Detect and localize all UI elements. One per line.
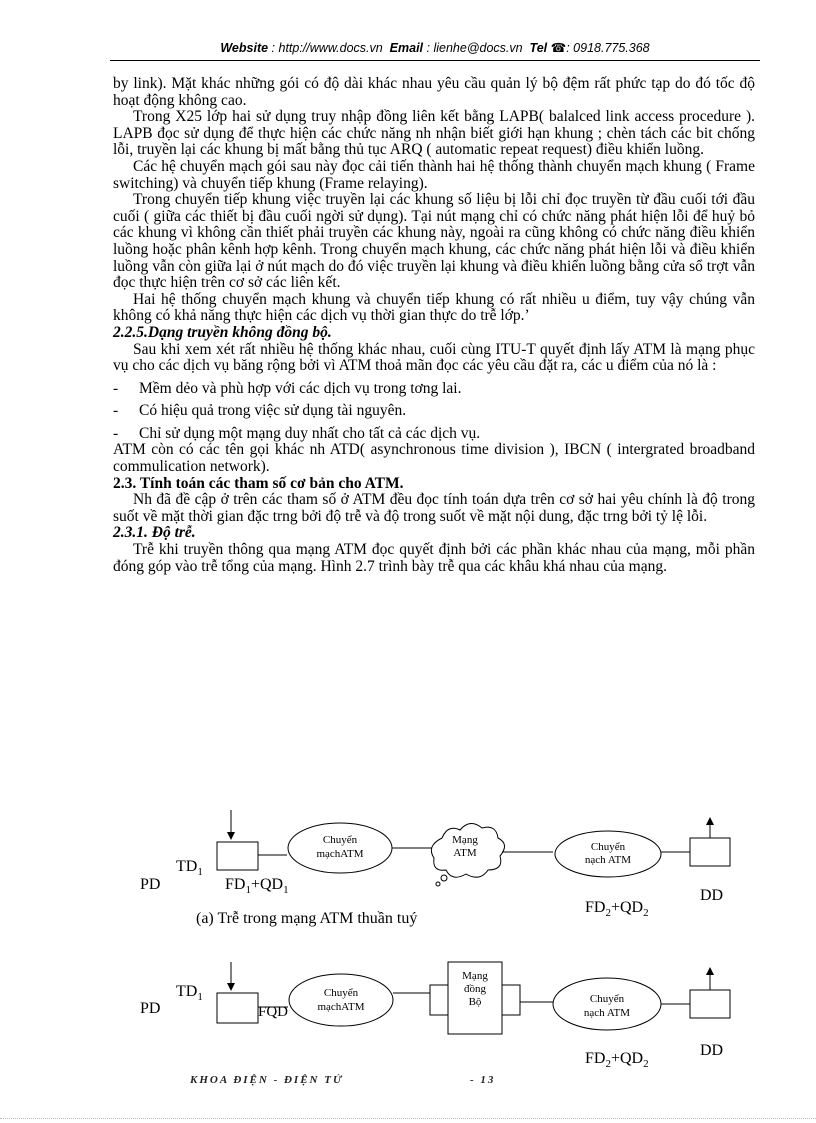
atm-switch-1: [289, 974, 393, 1026]
page-footer: [190, 1074, 750, 1086]
footer-faculty: KHOA ĐIỆN - ĐIỆN TỬ: [190, 1074, 344, 1086]
paragraph-7: ATM còn có các tên gọi khác nh ATD( asynchronous time division ), IBCN ( intergrated broadband commulication network).: [113, 441, 755, 476]
heading-2-2-5: 2.2.5.Dạng truyền không đồng bộ.: [113, 323, 332, 341]
destination-box: [690, 838, 730, 866]
paragraph-4: Trong chuyển tiếp khung việc truyền lại các khung số liệu bị lỗi chỉ đọc truyền từ đầu cuối tới đầu cuối ( giữa các thiết bị đầu cuối ngời sử dụng). Tại nút mạng chỉ có chức năng phát hiện lỗi để huỷ bỏ các khung vì không cần thiết phải truyền các khung này, ngoài ra cũng không có chức năng điều khiển luồng hoặc phân kênh hợp kênh. Trong chuyển mạch khung, các chức năng phát hiện lỗi và điều khiển luồng vẫn còn giữa lại ở nút mạch do đó việc truyền lại khung và điều khiển luồng bằng cửa sổ trợt vẫn đọc thực hiện trên cơ sở các liên kết.: [113, 191, 755, 292]
fd-qd-label: $FD_1+QD_1$: [225, 876, 289, 896]
sync-label: Bộ: [468, 996, 482, 1008]
buffer-right: [502, 985, 520, 1015]
paragraph-8: Nh đã đề cập ở trên các tham số ở ATM đều đọc tính toán dựa trên cơ sở hai yêu chính là độ trong suốt về mặt thời gian đặc trng bởi độ trễ và độ trong suốt về mặt nội dung, đặc trng bởi tỷ lệ lỗi.: [113, 491, 755, 525]
pd-label: PD: [140, 1000, 161, 1017]
td-label: $TD_1$: [176, 858, 203, 878]
cloud-label: ATM: [453, 847, 477, 859]
paragraph-5: Hai hệ thống chuyển mạch khung và chuyển tiếp khung có rất nhiều u điểm, tuy vậy chúng vẫn không có khả năng thực hiện các dịch vụ thời gian thực do trễ lớp.’: [113, 290, 755, 325]
diagram-b: [140, 962, 730, 1070]
switch-label: Chuyển: [590, 841, 626, 853]
diagram-a: [140, 810, 730, 927]
website-value[interactable]: : http://www.docs.vn: [271, 41, 383, 55]
dd-label: DD: [700, 1042, 724, 1059]
td-label: $TD_1$: [176, 983, 203, 1003]
cloud-tail: [436, 882, 440, 886]
fd2-qd2-label: $FD_2+QD_2$: [585, 1050, 649, 1070]
pd-label: PD: [140, 876, 161, 893]
bullet-text: Có hiệu quả trong việc sử dụng tài nguyên.: [139, 402, 407, 420]
bullet-marker: -: [113, 424, 119, 442]
page-number: - 13: [470, 1074, 496, 1086]
fd2-qd2-label: $FD_2+QD_2$: [585, 899, 649, 919]
bullet-text: Chỉ sử dụng một mạng duy nhất cho tất cả các dịch vụ.: [139, 424, 481, 442]
sync-label: Mạng: [462, 970, 488, 982]
buffer-left: [430, 985, 448, 1015]
paragraph-3: Các hệ chuyển mạch gói sau này đọc cải tiến thành hai hệ thống thành chuyển mạch khung ( Frame switching) và chuyển tiếp khung (Frame relaying).: [113, 157, 755, 192]
bottom-rule: [0, 1118, 816, 1119]
destination-box: [690, 990, 730, 1018]
bullet-text: Mềm dẻo và phù hợp với các dịch vụ trong tơng lai.: [139, 379, 462, 397]
bullet-marker: -: [113, 379, 119, 397]
email-label: Email: [389, 41, 424, 55]
cloud-label: Mạng: [452, 834, 478, 846]
tel-label: Tel: [529, 41, 548, 55]
heading-2-3: 2.3. Tính toán các tham số cơ bản cho ATM.: [113, 474, 404, 492]
cloud-tail: [441, 875, 447, 881]
sync-label: đồng: [464, 983, 486, 995]
bullet-marker: -: [113, 402, 119, 420]
switch-label: Chuyển: [322, 834, 358, 846]
paragraph-2: Trong X25 lớp hai sử dụng truy nhập đồng liên kết bằng LAPB( balalced link access procedure ). LAPB đọc sử dụng để thực hiện các chức năng nh nhận biết giới hạn khung ; chèn tách các bit chống lỗi, truyền lại các khung bị mất bằng thủ tục ARQ ( automatic repeat request) điều khiển luồng.: [113, 108, 755, 159]
paragraph-6: Sau khi xem xét rất nhiều hệ thống khác nhau, cuối cùng ITU-T quyết định lấy ATM là mạng phục vụ cho các dịch vụ băng rộng bởi vì ATM thoả mãn đọc các yêu cầu đặt ra, các u điểm của nó là :: [113, 340, 755, 375]
dd-label: DD: [700, 887, 724, 904]
email-value[interactable]: : lienhe@docs.vn: [426, 41, 523, 55]
source-box: [217, 993, 258, 1023]
website-label: Website: [220, 41, 269, 55]
switch-label: mạchATM: [316, 848, 364, 860]
switch-label: nạch ATM: [584, 854, 632, 866]
phone-icon: ☎: [550, 41, 567, 55]
switch-label: Chuyển: [323, 987, 359, 999]
paragraph-1: by link). Mặt khác những gói có độ dài khác nhau yêu cầu quản lý bộ đệm rất phức tạp do đó tốc độ hoạt động không cao.: [113, 75, 755, 109]
switch-label: nạch ATM: [583, 1007, 631, 1019]
tel-value: : 0918.775.368: [566, 41, 650, 55]
source-box: [217, 842, 258, 870]
heading-2-3-1: 2.3.1. Độ trễ.: [113, 524, 196, 542]
diagram-a-caption: (a) Trễ trong mạng ATM thuần tuý: [196, 910, 418, 927]
paragraph-9: Trễ khi truyền thông qua mạng ATM đọc quyết định bởi các phần khác nhau của mạng, mỗi phần đóng góp vào trễ tổng của mạng. Hình 2.7 trình bày trễ qua các khâu khá nhau của mạng.: [113, 541, 755, 575]
switch-label: Chuyển: [589, 993, 625, 1005]
fqd-label: FQD: [258, 1004, 289, 1020]
switch-label: mạchATM: [317, 1001, 365, 1013]
